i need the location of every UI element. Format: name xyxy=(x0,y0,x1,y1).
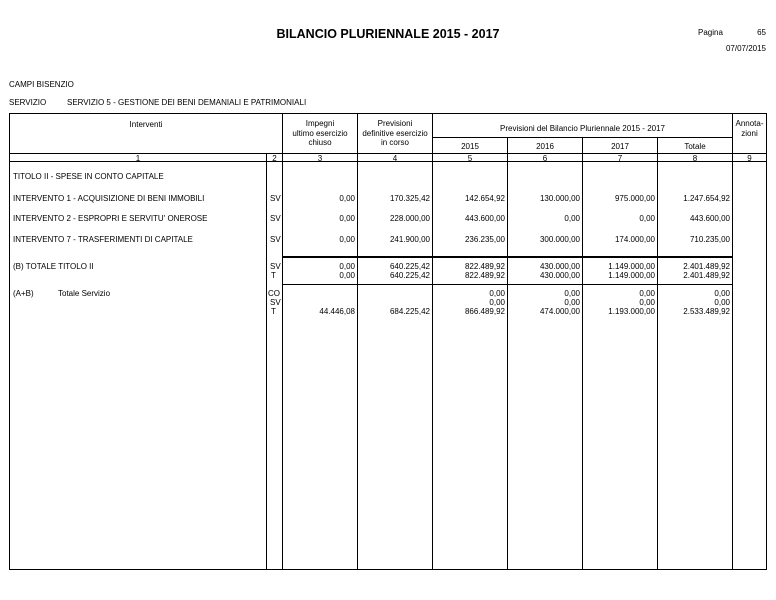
page-label: Pagina xyxy=(698,28,723,37)
cell-previsioni: 684.225,42 xyxy=(389,307,430,316)
col-header-pluriennale: Previsioni del Bilancio Pluriennale 2015 - 2017 xyxy=(500,124,665,133)
col-header-interventi: Interventi xyxy=(129,120,163,129)
section-title: TITOLO II - SPESE IN CONTO CAPITALE xyxy=(13,172,164,181)
cell-previsioni: 640.225,42 xyxy=(389,271,430,280)
row-code: SV xyxy=(270,235,281,244)
page-title: BILANCIO PLURIENNALE 2015 - 2017 xyxy=(276,27,500,41)
col-number: 3 xyxy=(317,154,323,163)
row-code: CO xyxy=(268,289,280,298)
col-header-2016: 2016 xyxy=(536,142,554,151)
cell-2016: 0,00 xyxy=(564,298,580,307)
cell-2015: 142.654,92 xyxy=(464,194,505,203)
row-label: (B) TOTALE TITOLO II xyxy=(13,262,94,271)
cell-impegni: 0,00 xyxy=(339,271,355,280)
service-name: SERVIZIO 5 - GESTIONE DEI BENI DEMANIALI E PATRIMONIALI xyxy=(67,98,307,107)
row-label: INTERVENTO 2 - ESPROPRI E SERVITU' ONEROSE xyxy=(13,214,208,223)
row-label: Totale Servizio xyxy=(58,289,111,298)
cell-2016: 430.000,00 xyxy=(539,271,580,280)
cell-2016: 0,00 xyxy=(564,214,580,223)
col-header-impegni: Impegni ultimo esercizio chiuso xyxy=(292,119,348,147)
row-label: INTERVENTO 1 - ACQUISIZIONE DI BENI IMMOBILI xyxy=(13,194,205,203)
cell-impegni: 0,00 xyxy=(339,262,355,271)
cell-totale: 443.600,00 xyxy=(689,214,730,223)
print-date: 07/07/2015 xyxy=(725,44,766,53)
row-code: SV xyxy=(270,262,281,271)
cell-totale: 0,00 xyxy=(714,298,730,307)
cell-totale: 1.247.654,92 xyxy=(683,194,730,203)
cell-impegni: 0,00 xyxy=(339,235,355,244)
cell-2015: 822.489,92 xyxy=(464,271,505,280)
cell-2017: 174.000,00 xyxy=(614,235,655,244)
cell-previsioni: 170.325,42 xyxy=(389,194,430,203)
col-number: 5 xyxy=(467,154,473,163)
cell-previsioni: 640.225,42 xyxy=(389,262,430,271)
row-prefix: (A+B) xyxy=(13,289,34,298)
cell-impegni: 0,00 xyxy=(339,194,355,203)
cell-2016: 474.000,00 xyxy=(539,307,580,316)
cell-2017: 0,00 xyxy=(639,214,655,223)
col-number: 8 xyxy=(692,154,698,163)
cell-2015: 443.600,00 xyxy=(464,214,505,223)
col-number: 2 xyxy=(272,154,277,163)
cell-2015: 236.235,00 xyxy=(464,235,505,244)
cell-totale: 0,00 xyxy=(714,289,730,298)
col-number: 7 xyxy=(617,154,623,163)
cell-2015: 0,00 xyxy=(489,289,505,298)
cell-impegni: 44.446,08 xyxy=(319,307,355,316)
col-header-totale: Totale xyxy=(684,142,706,151)
service-label: SERVIZIO xyxy=(9,98,47,107)
cell-totale: 2.401.489,92 xyxy=(683,262,730,271)
col-number: 9 xyxy=(747,154,752,163)
cell-2017: 1.149.000,00 xyxy=(608,262,655,271)
cell-2015: 0,00 xyxy=(489,298,505,307)
cell-2017: 0,00 xyxy=(639,298,655,307)
cell-2017: 0,00 xyxy=(639,289,655,298)
col-number: 1 xyxy=(135,154,141,163)
cell-2015: 866.489,92 xyxy=(464,307,505,316)
col-number: 4 xyxy=(392,154,398,163)
cell-2016: 300.000,00 xyxy=(539,235,580,244)
col-header-annotazioni: Annota- zioni xyxy=(735,119,764,138)
cell-totale: 710.235,00 xyxy=(689,235,730,244)
cell-previsioni: 228.000,00 xyxy=(389,214,430,223)
page-number: 65 xyxy=(757,28,766,37)
row-code: SV xyxy=(270,298,281,307)
row-label: INTERVENTO 7 - TRASFERIMENTI DI CAPITALE xyxy=(13,235,193,244)
cell-previsioni: 241.900,00 xyxy=(389,235,430,244)
row-code: SV xyxy=(270,214,281,223)
cell-2017: 1.193.000,00 xyxy=(608,307,655,316)
cell-totale: 2.401.489,92 xyxy=(683,271,730,280)
cell-2017: 975.000,00 xyxy=(614,194,655,203)
row-code: T xyxy=(271,271,276,280)
cell-2016: 0,00 xyxy=(564,289,580,298)
cell-2016: 430.000,00 xyxy=(539,262,580,271)
entity-name: CAMPI BISENZIO xyxy=(9,80,74,89)
cell-2015: 822.489,92 xyxy=(464,262,505,271)
col-number: 6 xyxy=(542,154,548,163)
row-code: SV xyxy=(270,194,281,203)
cell-totale: 2.533.489,92 xyxy=(683,307,730,316)
col-header-previsioni: Previsioni definitive esercizio in corso xyxy=(362,119,428,147)
col-header-2015: 2015 xyxy=(461,142,479,151)
cell-2017: 1.149.000,00 xyxy=(608,271,655,280)
cell-2016: 130.000,00 xyxy=(539,194,580,203)
row-code: T xyxy=(271,307,276,316)
cell-impegni: 0,00 xyxy=(339,214,355,223)
col-header-2017: 2017 xyxy=(611,142,629,151)
